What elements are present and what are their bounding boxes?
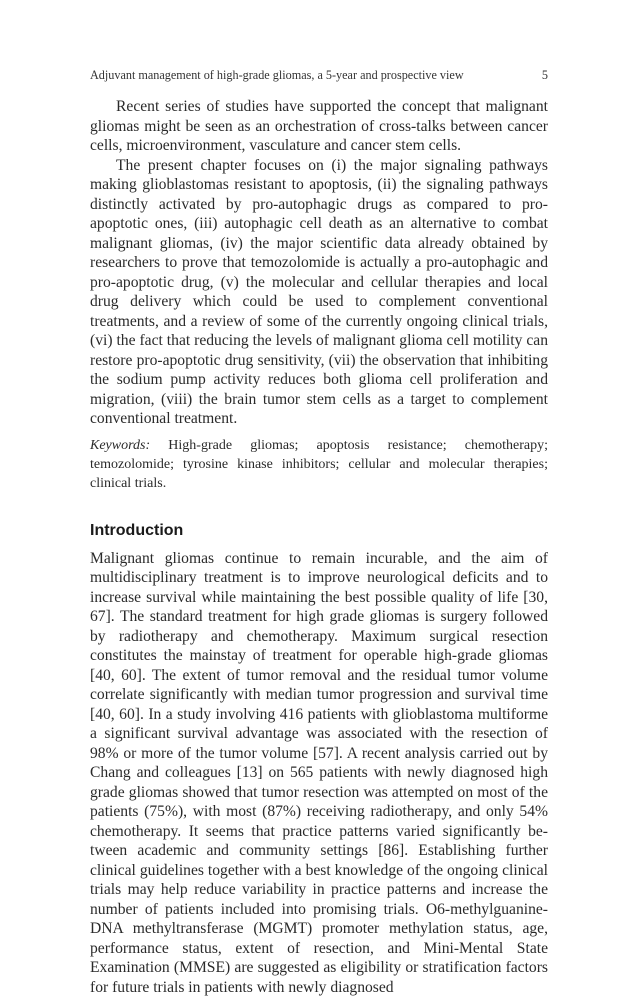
introduction-paragraph: Malignant gliomas continue to remain incurable, and the aim of multidisciplinary treatment is to improve neurological deficits and to increase survival while maintaining the best possible quality of life [30, 67]. The standard treatment for high grade gliomas is surgery followed by radiotherapy and chemotherapy. Maximum surgical resection constitutes the mainstay of treatment for operable high-grade gliomas [40, 60]. The extent of tumor removal and the residual tumor volume correlate significantly with median tumor progression and survival time [40, 60]. In a study involving 416 patients with glioblastoma multiforme a significant survival advantage was associated with the resection of 98% or more of the tumor volume [57]. A recent analysis carried out by Chang and colleagues [13] on 565 patients with newly diagnosed high grade gliomas showed that tumor resection was attempted on most of the patients (75%), with most (87%) receiving radiotherapy, and only 54% chemotherapy. It seems that practice patterns varied significantly between academic and community settings [86]. Establishing further clinical guidelines together with a best knowledge of the ongoing clinical trials may help reduce variability in practice patterns and increase the number of patients included into promising trials. O6-methylguanine-DNA methyltransferase (MGMT) promoter methylation status, age, performance status, extent of resection, and Mini-Mental State Examination (MMSE) are suggested as eligibility or stratification factors for future trials in patients with newly diagnosed bbox=[90, 549, 548, 997]
keywords-text: High-grade gliomas; apoptosis resistance; chemotherapy; temozolomide; tyrosine kinase inhibitors; cellular and molecular therapies; clinical trials. bbox=[90, 438, 548, 491]
abstract-paragraph-1: Recent series of studies have supported the concept that malignant gliomas might be seen as an orchestration of cross-talks between cancer cells, microenvironment, vasculature and cancer stem cells. bbox=[90, 97, 548, 156]
keywords-label: Keywords: bbox=[90, 438, 150, 453]
abstract-paragraph-2: The present chapter focuses on (i) the major signaling pathways making glioblastomas resistant to apoptosis, (ii) the signaling pathways distinctly activated by pro-autophagic drugs as compared to pro-apoptotic ones, (iii) autophagic cell death as an alternative to combat malignant gliomas, (iv) the major scientific data already obtained by researchers to prove that temozolomide is actually a pro-autophagic and pro-apoptotic drug, (v) the molecular and cellular therapies and local drug delivery which could be used to complement conventional treatments, and a review of some of the currently ongoing clinical trials, (vi) the fact that reducing the levels of malignant glioma cell motility can restore pro-apoptotic drug sensitivity, (vii) the observation that inhibiting the sodium pump activity reduces both glioma cell proliferation and migration, (viii) the brain tumor stem cells as a target to complement conventional treatment. bbox=[90, 156, 548, 429]
page-body bbox=[90, 97, 548, 997]
keywords-block bbox=[90, 436, 548, 493]
introduction-heading: Introduction bbox=[90, 521, 548, 541]
page-number: 5 bbox=[542, 67, 548, 83]
running-title: Adjuvant management of high-grade gliomas, a 5-year and prospective view bbox=[90, 67, 464, 83]
